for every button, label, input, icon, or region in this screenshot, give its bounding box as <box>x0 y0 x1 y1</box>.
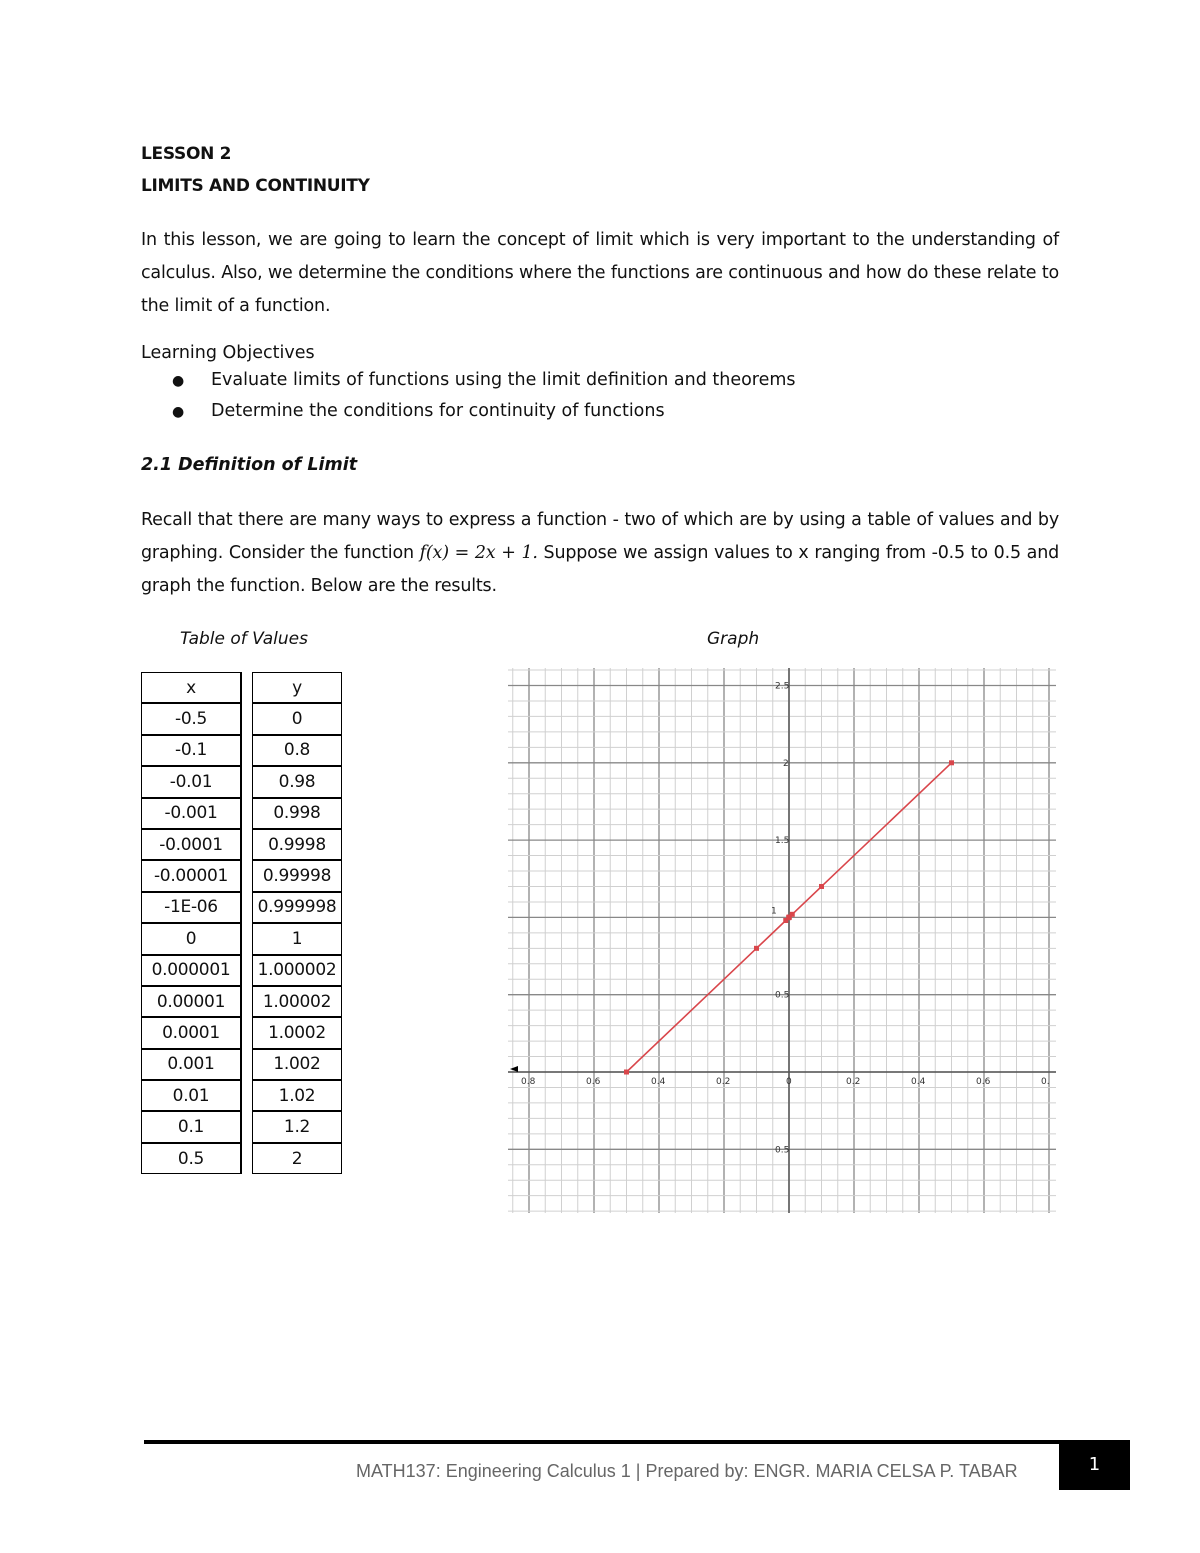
x-tick-label: 0.6 <box>586 1077 601 1087</box>
x-cell: -0.5 <box>141 703 241 734</box>
x-cell: 0.5 <box>141 1143 241 1174</box>
y-tick-label: 1 <box>771 906 777 917</box>
x-tick-label: 0.4 <box>651 1077 666 1087</box>
table-row <box>141 735 342 766</box>
y-cell: 0.8 <box>252 735 342 766</box>
y-cell: 0.98 <box>252 766 342 797</box>
x-cell: 0.01 <box>141 1080 241 1111</box>
table-row <box>141 1111 342 1142</box>
x-cell: 0.00001 <box>141 986 241 1017</box>
column-gap <box>241 735 252 766</box>
formula: f(x) = 2x + 1. <box>419 543 538 563</box>
table-row <box>141 892 342 923</box>
x-cell: 0 <box>141 923 241 954</box>
x-cell: -0.1 <box>141 735 241 766</box>
lesson-title: LIMITS AND CONTINUITY <box>141 176 370 196</box>
x-cell: -1E-06 <box>141 892 241 923</box>
y-cell: 1.000002 <box>252 955 342 986</box>
y-cell: 0.999998 <box>252 892 342 923</box>
y-cell: 2 <box>252 1143 342 1174</box>
column-gap <box>241 1080 252 1111</box>
y-cell: 0.998 <box>252 798 342 829</box>
column-gap <box>241 829 252 860</box>
footer-rule <box>144 1440 1130 1444</box>
axis-arrow-icon <box>510 1066 518 1072</box>
data-point <box>790 912 795 917</box>
y-cell: 1.2 <box>252 1111 342 1142</box>
table-row <box>141 955 342 986</box>
x-cell: 0.001 <box>141 1049 241 1080</box>
values-table <box>141 672 342 1174</box>
body-text: Suppose we assign values to x ranging from -0.5 to 0.5 and graph the function. Below are the results. <box>141 543 1060 596</box>
table-caption: Table of Values <box>180 629 308 649</box>
x-cell: x <box>141 672 241 703</box>
lesson-number: LESSON 2 <box>141 144 232 164</box>
x-cell: -0.0001 <box>141 829 241 860</box>
table-row <box>141 1143 342 1174</box>
y-cell: 1 <box>252 923 342 954</box>
y-tick-label: 0.5 <box>775 990 790 1001</box>
graph-caption: Graph <box>707 629 760 649</box>
bullet-icon: ● <box>172 404 185 420</box>
table-row <box>141 766 342 797</box>
y-cell: 1.0002 <box>252 1017 342 1048</box>
data-point <box>949 760 954 765</box>
table-row <box>141 1017 342 1048</box>
x-tick-label: 0.8 <box>521 1077 536 1087</box>
y-tick-label: 2 <box>783 758 789 769</box>
x-cell: 0.0001 <box>141 1017 241 1048</box>
y-cell: 0 <box>252 703 342 734</box>
data-point <box>624 1070 629 1075</box>
x-tick-label: 0.6 <box>976 1077 991 1087</box>
y-cell: 0.99998 <box>252 860 342 891</box>
column-gap <box>241 703 252 734</box>
section-title: 2.1 Definition of Limit <box>141 455 358 475</box>
column-gap <box>241 766 252 797</box>
y-cell: y <box>252 672 342 703</box>
body-paragraph <box>141 504 1059 603</box>
x-tick-label: 0. <box>1041 1077 1050 1087</box>
table-row <box>141 1080 342 1111</box>
objective-item: Evaluate limits of functions using the limit definition and theorems <box>211 370 796 390</box>
y-tick-label: 2.5 <box>775 681 790 692</box>
y-tick-label: 1.5 <box>775 836 790 847</box>
column-gap <box>241 1017 252 1048</box>
data-point <box>754 946 759 951</box>
column-gap <box>241 1049 252 1080</box>
x-cell: -0.01 <box>141 766 241 797</box>
y-cell: 1.02 <box>252 1080 342 1111</box>
column-gap <box>241 892 252 923</box>
column-gap <box>241 798 252 829</box>
page-number: 1 <box>1059 1443 1130 1490</box>
table-row <box>141 860 342 891</box>
footer-text: MATH137: Engineering Calculus 1 | Prepared by: ENGR. MARIA CELSA P. TABAR <box>356 1461 1018 1481</box>
y-tick-label: 0.5 <box>775 1145 790 1156</box>
x-cell: -0.001 <box>141 798 241 829</box>
table-row <box>141 829 342 860</box>
column-gap <box>241 923 252 954</box>
x-tick-label: 0.4 <box>911 1077 926 1087</box>
table-row <box>141 1049 342 1080</box>
intro-paragraph: In this lesson, we are going to learn the concept of limit which is very important to the understanding of calculus. Also, we determine the conditions where the functions are continuous and how do these relate to the limit of a function. <box>141 230 1059 316</box>
column-gap <box>241 955 252 986</box>
body-text: Recall that there are many ways to express a function - two of which are by using a table of values and by graphing. Consider the function <box>141 510 1059 563</box>
y-cell: 1.00002 <box>252 986 342 1017</box>
column-gap <box>241 672 252 703</box>
x-tick-label: 0.2 <box>846 1077 861 1087</box>
x-tick-label: 0.2 <box>716 1077 731 1087</box>
table-row <box>141 923 342 954</box>
objective-item: Determine the conditions for continuity of functions <box>211 401 665 421</box>
objectives-heading: Learning Objectives <box>141 343 315 363</box>
x-cell: 0.1 <box>141 1111 241 1142</box>
y-cell: 1.002 <box>252 1049 342 1080</box>
column-gap <box>241 860 252 891</box>
graph <box>508 668 1056 1213</box>
column-gap <box>241 1111 252 1142</box>
x-tick-label: 0 <box>786 1077 792 1087</box>
table-row <box>141 703 342 734</box>
table-row <box>141 798 342 829</box>
column-gap <box>241 986 252 1017</box>
y-cell: 0.9998 <box>252 829 342 860</box>
table-header <box>141 672 342 703</box>
bullet-icon: ● <box>172 373 185 389</box>
x-cell: 0.000001 <box>141 955 241 986</box>
data-point <box>819 884 824 889</box>
column-gap <box>241 1143 252 1174</box>
x-cell: -0.00001 <box>141 860 241 891</box>
table-row <box>141 986 342 1017</box>
